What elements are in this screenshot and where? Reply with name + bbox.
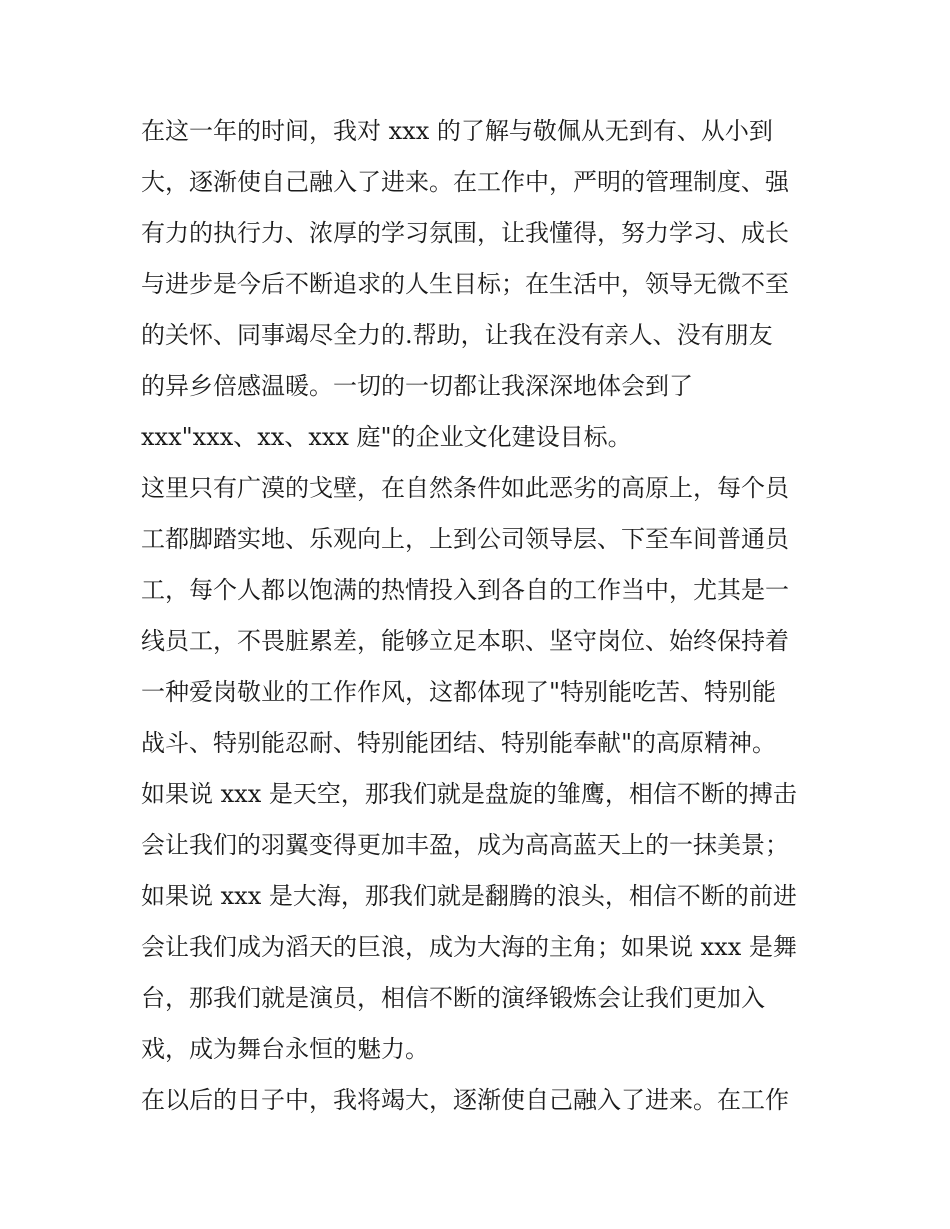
text-line: 战斗、特别能忍耐、特别能团结、特别能奉献"的高原精神。 (141, 729, 777, 757)
text-line: 的关怀、同事竭尽全力的.帮助，让我在没有亲人、没有朋友 (141, 321, 773, 349)
text-line: 在以后的日子中，我将竭大，逐渐使自己融入了进来。在工作 (141, 1086, 789, 1114)
text-line: 一种爱岗敬业的工作作风，这都体现了"特别能吃苦、特别能 (141, 678, 777, 706)
text-line: 台，那我们就是演员，相信不断的演绎锻炼会让我们更加入 (141, 984, 765, 1012)
body-text (141, 106, 821, 1126)
text-line: 线员工，不畏脏累差，能够立足本职、坚守岗位、始终保持着 (141, 627, 789, 655)
text-line: 如果说 xxx 是天空，那我们就是盘旋的雏鹰，相信不断的搏击 (141, 780, 797, 808)
text-line: 工，每个人都以饱满的热情投入到各自的工作当中，尤其是一 (141, 576, 789, 604)
text-line: 大，逐渐使自己融入了进来。在工作中，严明的管理制度、强 (141, 168, 789, 196)
text-line: 会让我们的羽翼变得更加丰盈，成为高高蓝天上的一抹美景； (141, 831, 789, 859)
text-line: 工都脚踏实地、乐观向上，上到公司领导层、下至车间普通员 (141, 525, 789, 553)
text-line: 会让我们成为滔天的巨浪，成为大海的主角；如果说 xxx 是舞 (141, 933, 797, 961)
text-line: 这里只有广漠的戈壁，在自然条件如此恶劣的高原上，每个员 (141, 474, 789, 502)
text-line: 戏，成为舞台永恒的魅力。 (141, 1035, 429, 1063)
text-line: 的异乡倍感温暖。一切的一切都让我深深地体会到了 (141, 372, 693, 400)
text-line: 在这一年的时间，我对 xxx 的了解与敬佩从无到有、从小到 (141, 117, 773, 145)
text-line: 如果说 xxx 是大海，那我们就是翻腾的浪头，相信不断的前进 (141, 882, 797, 910)
text-line: 有力的执行力、浓厚的学习氛围，让我懂得，努力学习、成长 (141, 219, 789, 247)
text-line: 与进步是今后不断追求的人生目标；在生活中，领导无微不至 (141, 270, 789, 298)
text-line: xxx"xxx、xx、xxx 庭"的企业文化建设目标。 (141, 423, 632, 451)
